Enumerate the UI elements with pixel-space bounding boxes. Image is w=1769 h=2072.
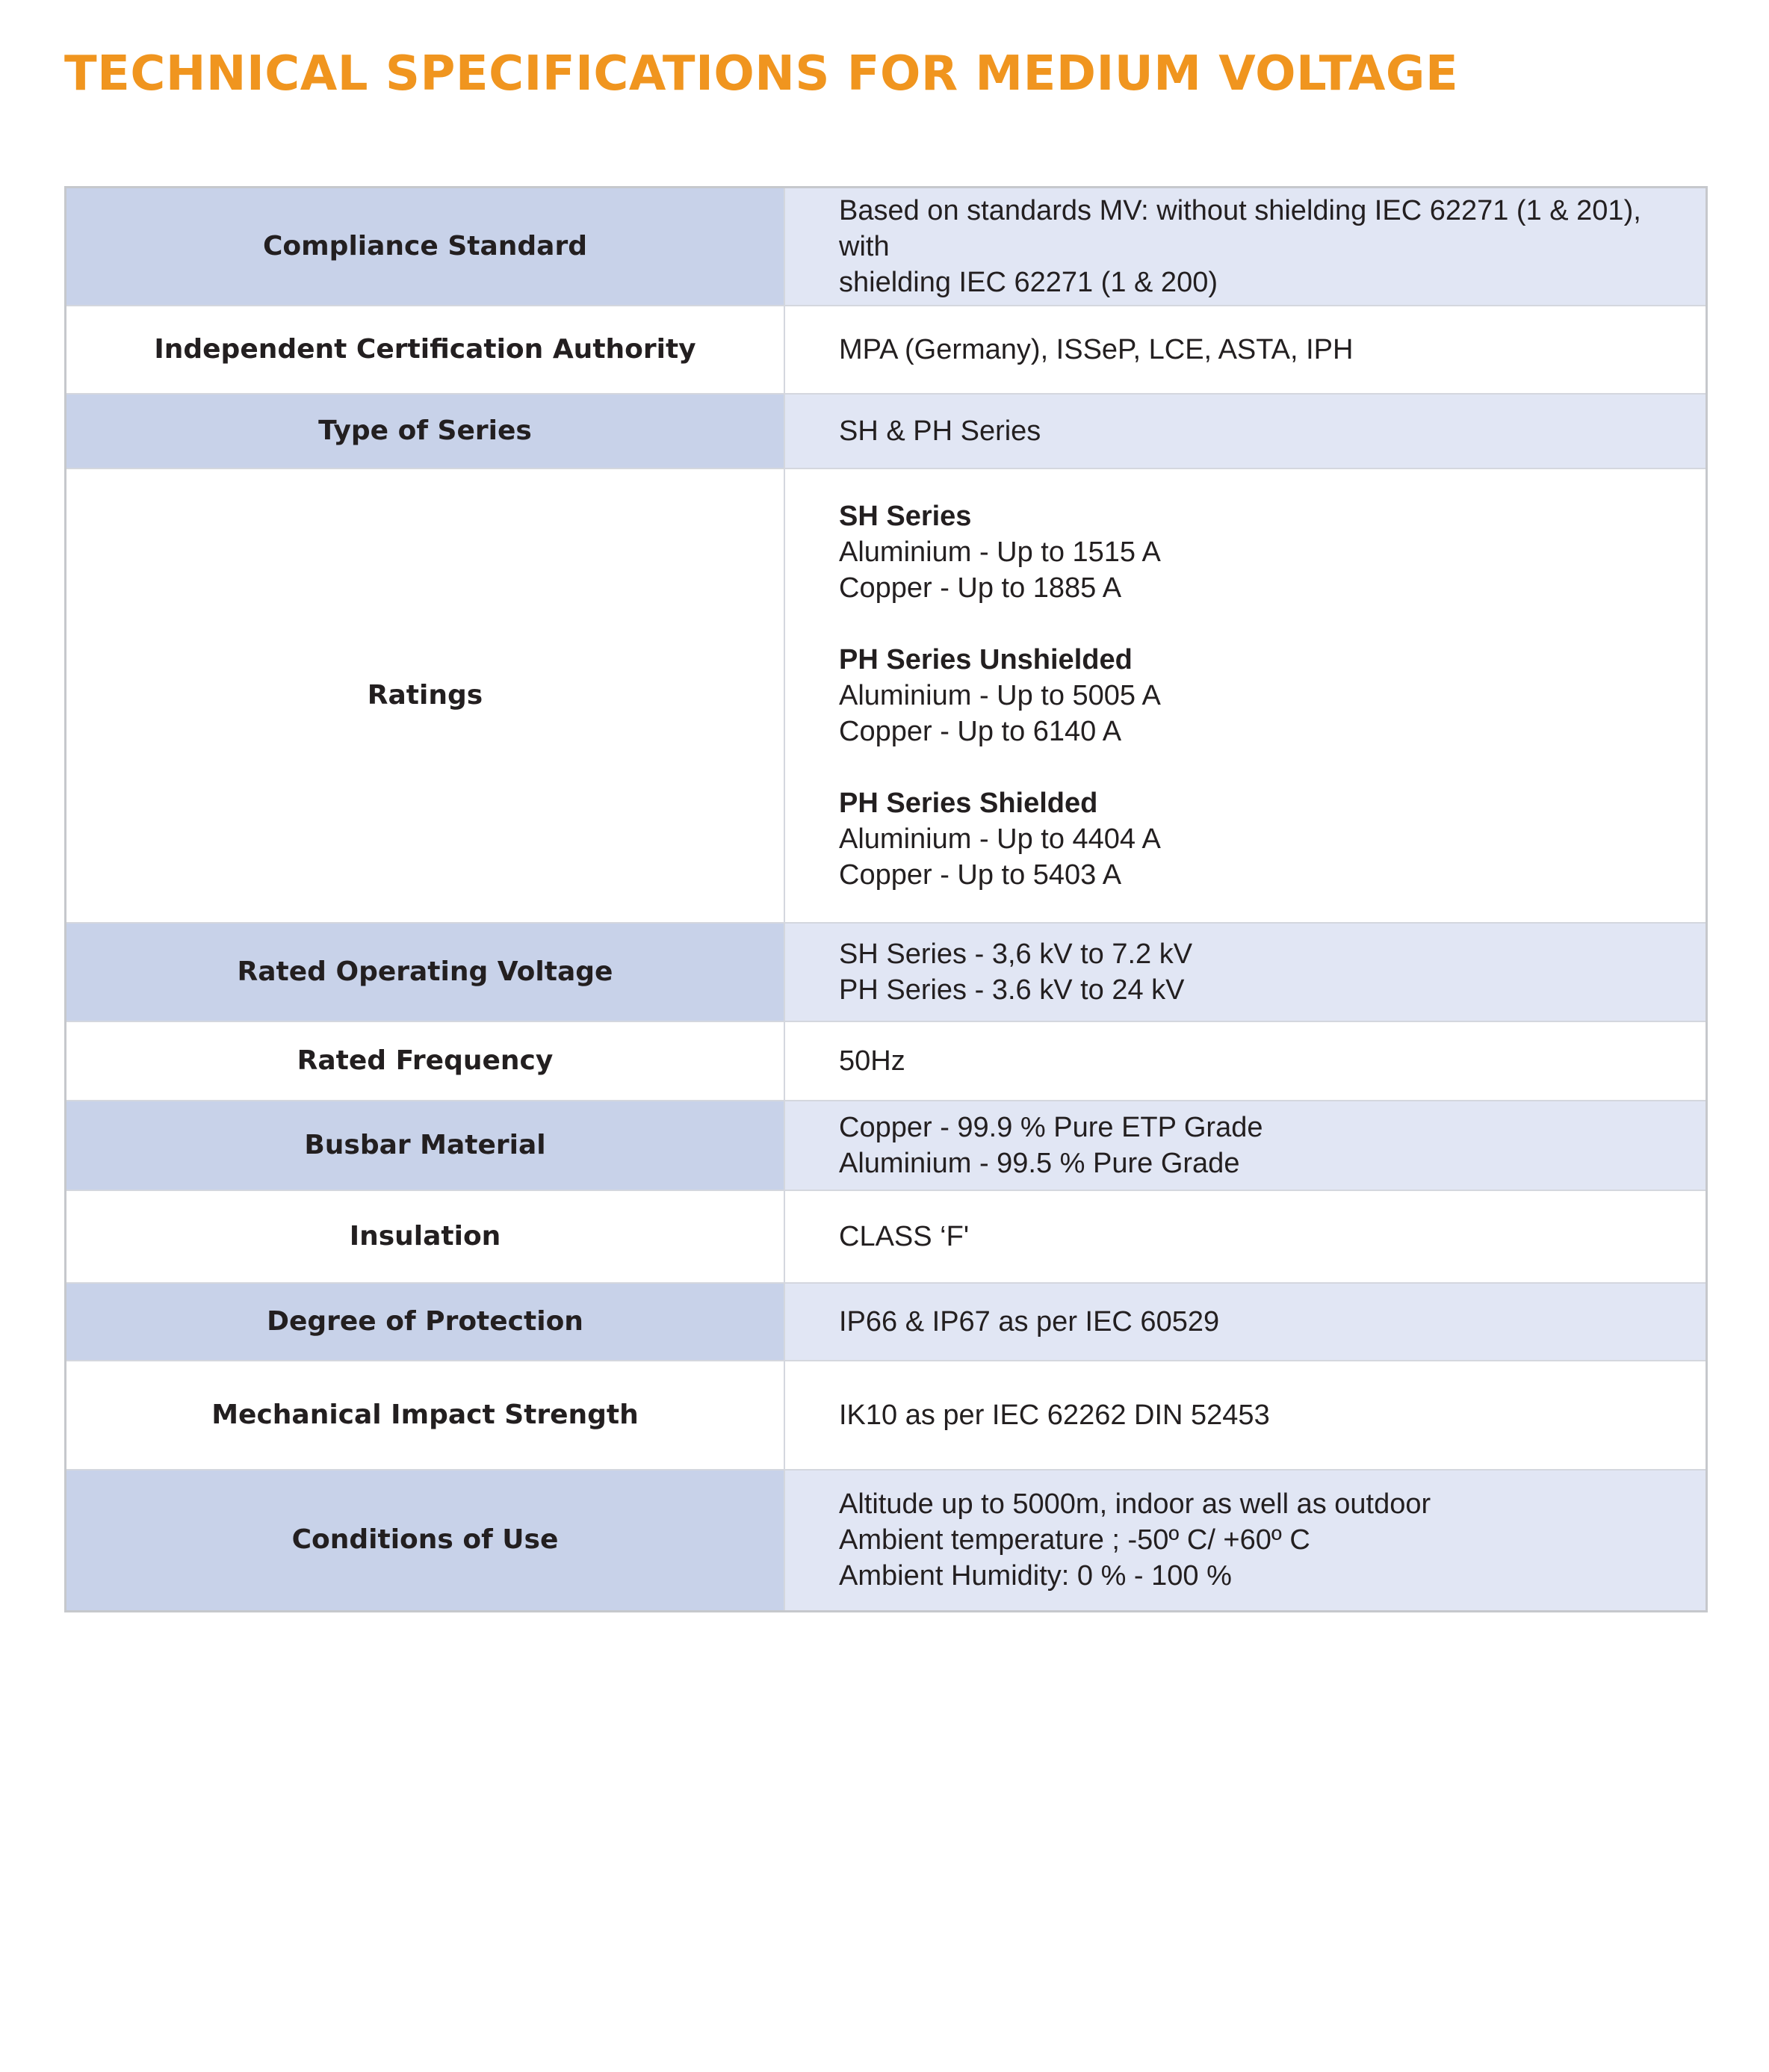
spacer	[839, 606, 1676, 642]
value-line: MPA (Germany), ISSeP, LCE, ASTA, IPH	[839, 333, 1354, 365]
table-row	[66, 306, 1707, 394]
row-label: Conditions of Use	[66, 1470, 785, 1612]
value-line: Aluminium - Up to 5005 A	[839, 679, 1161, 711]
row-value	[784, 1283, 1707, 1361]
value-line: SH Series - 3,6 kV to 7.2 kV	[839, 938, 1193, 970]
table-row	[66, 923, 1707, 1021]
value-line: Ambient Humidity: 0 % - 100 %	[839, 1560, 1232, 1592]
row-value	[784, 1470, 1707, 1612]
table-row	[66, 1283, 1707, 1361]
row-label: Compliance Standard	[66, 188, 785, 306]
row-label: Degree of Protection	[66, 1283, 785, 1361]
value-line: IP66 & IP67 as per IEC 60529	[839, 1305, 1220, 1337]
value-line: SH & PH Series	[839, 415, 1041, 447]
ratings-group-heading: PH Series Shielded	[839, 787, 1098, 819]
table-row	[66, 1190, 1707, 1283]
value-line: Aluminium - Up to 1515 A	[839, 536, 1161, 568]
value-line: with	[839, 230, 890, 262]
value-line: Aluminium - Up to 4404 A	[839, 823, 1161, 855]
row-label: Insulation	[66, 1190, 785, 1283]
value-line: shielding IEC 62271 (1 & 200)	[839, 266, 1218, 298]
value-line: PH Series - 3.6 kV to 24 kV	[839, 974, 1185, 1006]
row-label: Mechanical Impact Strength	[66, 1361, 785, 1470]
row-label: Ratings	[66, 468, 785, 923]
row-value	[784, 1021, 1707, 1101]
value-line: Copper - 99.9 % Pure ETP Grade	[839, 1111, 1263, 1143]
value-line: 50Hz	[839, 1045, 905, 1077]
ratings-group-heading: SH Series	[839, 500, 972, 532]
table-row	[66, 1021, 1707, 1101]
value-line: CLASS ‘F'	[839, 1220, 970, 1252]
row-value	[784, 394, 1707, 468]
specifications-table	[64, 186, 1708, 1612]
ratings-group-heading: PH Series Unshielded	[839, 643, 1133, 675]
value-line: Ambient temperature ; -50º C/ +60º C	[839, 1524, 1310, 1556]
table-row	[66, 468, 1707, 923]
value-line: Aluminium - 99.5 % Pure Grade	[839, 1147, 1240, 1179]
value-line: IK10 as per IEC 62262 DIN 52453	[839, 1399, 1270, 1431]
table-row	[66, 188, 1707, 306]
page-title: TECHNICAL SPECIFICATIONS FOR MEDIUM VOLTAGE	[64, 46, 1459, 102]
row-label: Type of Series	[66, 394, 785, 468]
value-line: Copper - Up to 5403 A	[839, 859, 1122, 891]
row-value	[784, 1190, 1707, 1283]
row-label: Rated Operating Voltage	[66, 923, 785, 1021]
row-value	[784, 1361, 1707, 1470]
value-line: Copper - Up to 6140 A	[839, 715, 1122, 747]
table-row	[66, 1101, 1707, 1190]
table-row	[66, 1361, 1707, 1470]
row-value	[784, 1101, 1707, 1190]
value-line: Based on standards MV: without shielding IEC 62271 (1 & 201),	[839, 194, 1641, 226]
value-line: Altitude up to 5000m, indoor as well as outdoor	[839, 1488, 1431, 1521]
row-value	[784, 468, 1707, 923]
row-value	[784, 188, 1707, 306]
table-row	[66, 394, 1707, 468]
row-value	[784, 923, 1707, 1021]
table-row	[66, 1470, 1707, 1612]
row-value	[784, 306, 1707, 394]
row-label: Busbar Material	[66, 1101, 785, 1190]
row-label: Rated Frequency	[66, 1021, 785, 1101]
value-line: Copper - Up to 1885 A	[839, 572, 1122, 604]
row-label: Independent Certification Authority	[66, 306, 785, 394]
spacer	[839, 749, 1676, 785]
